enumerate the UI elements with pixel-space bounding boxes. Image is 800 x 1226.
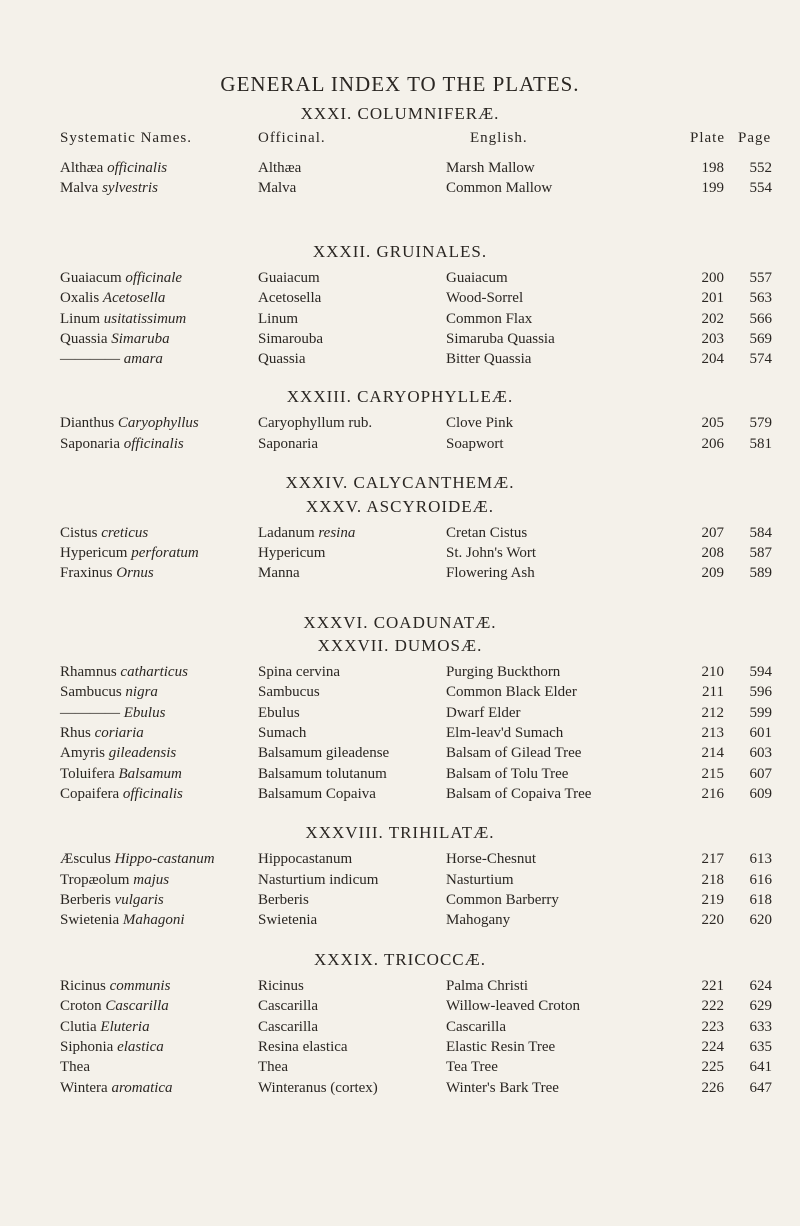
officinal-name: [258, 745, 389, 762]
plate-number: 212: [701, 705, 724, 721]
officinal-name: [258, 545, 325, 562]
species-epithet: vulgaris: [114, 892, 164, 908]
systematic-name: [60, 160, 167, 177]
plate-number: 225: [701, 1059, 724, 1075]
page-number: 613: [749, 851, 772, 867]
officinal-text: Hypericum: [258, 545, 326, 561]
english-name: Dwarf Elder: [446, 705, 521, 721]
index-row: [0, 180, 800, 200]
section-title: XXXIII. CARYOPHYLLEÆ.: [286, 387, 514, 406]
plate-number: 200: [701, 270, 724, 286]
genus-name: Fraxinus: [60, 565, 113, 581]
species-epithet: Simaruba: [111, 331, 170, 347]
officinal-text: Balsamum Copaiva: [258, 786, 376, 802]
plate-number: 211: [702, 684, 724, 700]
officinal-text: Ladanum: [258, 525, 315, 541]
systematic-name: [60, 684, 158, 701]
plate-number: 222: [701, 998, 724, 1014]
page-number: 574: [749, 351, 772, 367]
genus-name: Oxalis: [60, 290, 100, 306]
english-name: Guaiacum: [446, 270, 508, 286]
english-name: Soapwort: [446, 436, 504, 452]
plate-number: 216: [701, 786, 724, 802]
genus-name: Rhamnus: [60, 664, 117, 680]
page-number: 641: [749, 1059, 772, 1075]
systematic-name: [60, 998, 169, 1015]
header-officinal: Officinal.: [258, 130, 326, 146]
genus-name: Cistus: [60, 525, 98, 541]
page-number: 566: [749, 311, 772, 327]
officinal-name: [258, 525, 355, 542]
species-epithet: sylvestris: [102, 180, 158, 196]
index-row: [0, 565, 800, 585]
officinal-name: [258, 851, 352, 868]
systematic-name: [60, 311, 186, 328]
index-row: [0, 270, 800, 290]
officinal-name: [258, 978, 304, 995]
genus-name: ————: [60, 351, 120, 367]
plate-number: 199: [701, 180, 724, 196]
page-number: 581: [749, 436, 772, 452]
officinal-text: Winteranus (cortex): [258, 1080, 378, 1096]
officinal-text: Althæa: [258, 160, 302, 176]
genus-name: Saponaria: [60, 436, 120, 452]
plate-number: 208: [701, 545, 724, 561]
page-number: 607: [749, 766, 772, 782]
systematic-name: [60, 270, 182, 287]
species-epithet: Acetosella: [102, 290, 166, 306]
index-row: [0, 912, 800, 932]
page-number: 618: [749, 892, 772, 908]
page-number: 594: [749, 664, 772, 680]
officinal-text: Cascarilla: [258, 1019, 318, 1035]
english-name: Winter's Bark Tree: [446, 1080, 559, 1096]
species-epithet: Ornus: [116, 565, 154, 581]
index-row: [0, 705, 800, 725]
officinal-name: [258, 290, 321, 307]
section-title: XXXIV. CALYCANTHEMÆ.: [285, 473, 515, 492]
species-epithet: Caryophyllus: [117, 415, 199, 431]
english-name: Horse-Chesnut: [446, 851, 536, 867]
officinal-text: Caryophyllum rub.: [258, 415, 373, 431]
index-row: [0, 351, 800, 371]
section-subtitle: XXXV. ASCYROIDEÆ.: [305, 497, 495, 516]
officinal-name: [258, 705, 300, 722]
section-title: XXXII. GRUINALES.: [312, 242, 488, 261]
index-row: [0, 331, 800, 351]
genus-name: Swietenia: [60, 912, 120, 928]
officinal-name: [258, 351, 306, 368]
species-epithet: creticus: [101, 525, 149, 541]
english-name: St. John's Wort: [446, 545, 536, 561]
plate-number: 217: [701, 851, 724, 867]
english-name: Elastic Resin Tree: [446, 1039, 556, 1055]
officinal-text: Sambucus: [258, 684, 320, 700]
index-row: [0, 290, 800, 310]
header-systematic-names: Systematic Names.: [60, 130, 192, 146]
index-row: [0, 766, 800, 786]
plate-number: 202: [701, 311, 724, 327]
officinal-name: [258, 1080, 378, 1097]
index-row: [0, 978, 800, 998]
plate-number: 198: [701, 160, 724, 176]
plate-number: 201: [701, 290, 724, 306]
plate-number: 223: [701, 1019, 724, 1035]
index-row: [0, 525, 800, 545]
header-page: Page: [738, 130, 772, 146]
genus-name: Thea: [60, 1059, 90, 1075]
page-number: 620: [749, 912, 772, 928]
species-epithet: aromatica: [111, 1080, 173, 1096]
officinal-name: [258, 998, 318, 1015]
officinal-text: Hippocastanum: [258, 851, 353, 867]
species-epithet: Hippo-castanum: [114, 851, 215, 867]
index-row: [0, 725, 800, 745]
systematic-name: [60, 1019, 150, 1036]
plate-number: 221: [701, 978, 724, 994]
systematic-name: [60, 912, 185, 929]
english-name: Clove Pink: [446, 415, 514, 431]
officinal-text: Berberis: [258, 892, 309, 908]
index-row: [0, 1059, 800, 1079]
species-epithet: catharticus: [120, 664, 188, 680]
index-row: [0, 664, 800, 684]
english-name: Nasturtium: [446, 872, 514, 888]
species-epithet: nigra: [125, 684, 158, 700]
systematic-name: [60, 725, 144, 742]
genus-name: Rhus: [60, 725, 91, 741]
officinal-text: Quassia: [258, 351, 306, 367]
genus-name: Ricinus: [60, 978, 106, 994]
page-number: 569: [749, 331, 772, 347]
officinal-name: [258, 565, 300, 582]
page-number: 601: [749, 725, 772, 741]
systematic-name: [60, 545, 199, 562]
index-row: [0, 998, 800, 1018]
officinal-text: Manna: [258, 565, 300, 581]
plate-number: 207: [701, 525, 724, 541]
english-name: Balsam of Tolu Tree: [446, 766, 569, 782]
english-name: Cascarilla: [446, 1019, 506, 1035]
english-name: Common Black Elder: [446, 684, 577, 700]
plate-number: 224: [701, 1039, 724, 1055]
genus-name: Æsculus: [60, 851, 111, 867]
officinal-name: [258, 311, 298, 328]
genus-name: Sambucus: [60, 684, 122, 700]
index-row: [0, 872, 800, 892]
officinal-name: [258, 270, 320, 287]
species-epithet: elastica: [117, 1039, 164, 1055]
systematic-name: [60, 436, 184, 453]
officinal-text: Saponaria: [258, 436, 318, 452]
systematic-name: [60, 851, 215, 868]
genus-name: Althæa: [60, 160, 104, 176]
officinal-name: [258, 160, 301, 177]
species-epithet: Eluteria: [100, 1019, 150, 1035]
english-name: Mahogany: [446, 912, 511, 928]
english-name: Palma Christi: [446, 978, 529, 994]
systematic-name: [60, 1059, 90, 1076]
page-number: 589: [749, 565, 772, 581]
species-epithet: perforatum: [131, 545, 199, 561]
plate-number: 220: [701, 912, 724, 928]
index-row: [0, 1039, 800, 1059]
english-name: Simaruba Quassia: [446, 331, 555, 347]
species-epithet: officinalis: [107, 160, 168, 176]
systematic-name: [60, 664, 188, 681]
page-number: 584: [749, 525, 772, 541]
genus-name: Quassia: [60, 331, 108, 347]
systematic-name: [60, 525, 148, 542]
officinal-name: [258, 436, 318, 453]
officinal-name: [258, 180, 296, 197]
systematic-name: [60, 351, 163, 368]
officinal-name: [258, 1019, 318, 1036]
species-epithet: usitatissimum: [103, 311, 187, 327]
english-name: Balsam of Copaiva Tree: [446, 786, 592, 802]
officinal-name: [258, 872, 378, 889]
officinal-text: Simarouba: [258, 331, 323, 347]
index-row: [0, 684, 800, 704]
species-epithet: Mahagoni: [122, 912, 185, 928]
officinal-name: [258, 684, 320, 701]
plate-number: 213: [701, 725, 724, 741]
page-number: 633: [749, 1019, 772, 1035]
genus-name: Tropæolum: [60, 872, 130, 888]
species-epithet: gileadensis: [108, 745, 177, 761]
english-name: Balsam of Gilead Tree: [446, 745, 582, 761]
officinal-text: Linum: [258, 311, 298, 327]
section-title: XXXVIII. TRIHILATÆ.: [305, 823, 495, 842]
plate-number: 214: [701, 745, 724, 761]
genus-name: Copaifera: [60, 786, 120, 802]
plate-number: 204: [701, 351, 724, 367]
systematic-name: [60, 872, 169, 889]
english-name: Cretan Cistus: [446, 525, 528, 541]
officinal-italic: resina: [318, 525, 356, 541]
officinal-text: Resina elastica: [258, 1039, 348, 1055]
page-title: GENERAL INDEX TO THE PLATES.: [220, 72, 580, 96]
officinal-text: Thea: [258, 1059, 288, 1075]
officinal-text: Spina cervina: [258, 664, 341, 680]
species-epithet: officinalis: [122, 786, 183, 802]
officinal-text: Sumach: [258, 725, 307, 741]
officinal-text: Ricinus: [258, 978, 304, 994]
plate-number: 206: [701, 436, 724, 452]
plate-number: 219: [701, 892, 724, 908]
index-row: [0, 415, 800, 435]
page-number: 579: [749, 415, 772, 431]
page-number: 596: [749, 684, 772, 700]
index-row: [0, 745, 800, 765]
page-number: 552: [749, 160, 772, 176]
species-epithet: officinale: [125, 270, 183, 286]
species-epithet: Cascarilla: [105, 998, 169, 1014]
index-row: [0, 1019, 800, 1039]
officinal-text: Swietenia: [258, 912, 318, 928]
officinal-text: Nasturtium indicum: [258, 872, 379, 888]
plate-number: 215: [701, 766, 724, 782]
page-number: 616: [749, 872, 772, 888]
english-name: Tea Tree: [446, 1059, 498, 1075]
page-number: 563: [749, 290, 772, 306]
english-name: Common Flax: [446, 311, 533, 327]
english-name: Wood-Sorrel: [446, 290, 524, 306]
genus-name: ————: [60, 705, 120, 721]
section-subtitle: XXXVII. DUMOSÆ.: [317, 636, 483, 655]
systematic-name: [60, 786, 183, 803]
genus-name: Amyris: [60, 745, 105, 761]
genus-name: Hypericum: [60, 545, 128, 561]
officinal-name: [258, 664, 340, 681]
index-row: [0, 1080, 800, 1100]
page-number: 599: [749, 705, 772, 721]
systematic-name: [60, 290, 165, 307]
officinal-name: [258, 786, 376, 803]
page-number: 624: [749, 978, 772, 994]
english-name: Marsh Mallow: [446, 160, 535, 176]
plate-number: 203: [701, 331, 724, 347]
officinal-name: [258, 1039, 348, 1056]
species-epithet: Balsamum: [118, 766, 182, 782]
english-name: Flowering Ash: [446, 565, 535, 581]
page-number: 635: [749, 1039, 772, 1055]
genus-name: Wintera: [60, 1080, 108, 1096]
officinal-text: Cascarilla: [258, 998, 318, 1014]
genus-name: Toluifera: [60, 766, 115, 782]
systematic-name: [60, 180, 158, 197]
officinal-name: [258, 725, 306, 742]
systematic-name: [60, 1039, 164, 1056]
genus-name: Guaiacum: [60, 270, 122, 286]
english-name: Common Mallow: [446, 180, 553, 196]
systematic-name: [60, 705, 165, 722]
plate-number: 205: [701, 415, 724, 431]
officinal-name: [258, 1059, 288, 1076]
index-row: [0, 892, 800, 912]
index-row: [0, 786, 800, 806]
species-epithet: communis: [109, 978, 171, 994]
genus-name: Dianthus: [60, 415, 115, 431]
systematic-name: [60, 565, 154, 582]
page-number: 554: [749, 180, 772, 196]
officinal-name: [258, 415, 372, 432]
officinal-text: Malva: [258, 180, 297, 196]
officinal-text: Ebulus: [258, 705, 300, 721]
officinal-text: Balsamum gileadense: [258, 745, 390, 761]
section-title: XXXIX. TRICOCCÆ.: [313, 950, 486, 969]
genus-name: Croton: [60, 998, 102, 1014]
systematic-name: [60, 415, 199, 432]
plate-number: 218: [701, 872, 724, 888]
systematic-name: [60, 978, 170, 995]
systematic-name: [60, 1080, 173, 1097]
page-number: 609: [749, 786, 772, 802]
officinal-name: [258, 912, 317, 929]
english-name: Common Barberry: [446, 892, 559, 908]
english-name: Bitter Quassia: [446, 351, 532, 367]
genus-name: Linum: [60, 311, 100, 327]
section-title: XXXVI. COADUNATÆ.: [303, 613, 497, 632]
species-epithet: majus: [133, 872, 170, 888]
page-number: 557: [749, 270, 772, 286]
officinal-name: [258, 331, 323, 348]
english-name: Elm-leav'd Sumach: [446, 725, 564, 741]
header-english: English.: [470, 130, 528, 146]
page-number: 587: [749, 545, 772, 561]
officinal-name: [258, 892, 309, 909]
systematic-name: [60, 766, 182, 783]
species-epithet: amara: [123, 351, 163, 367]
plate-number: 210: [701, 664, 724, 680]
officinal-text: Balsamum tolutanum: [258, 766, 387, 782]
page-number: 629: [749, 998, 772, 1014]
page-number: 603: [749, 745, 772, 761]
systematic-name: [60, 331, 170, 348]
plate-number: 226: [701, 1080, 724, 1096]
section-title: XXXI. COLUMNIFERÆ.: [300, 104, 500, 123]
systematic-name: [60, 892, 164, 909]
index-row: [0, 436, 800, 456]
index-row: [0, 311, 800, 331]
plate-number: 209: [701, 565, 724, 581]
index-row: [0, 851, 800, 871]
english-name: Purging Buckthorn: [446, 664, 561, 680]
index-row: [0, 545, 800, 565]
species-epithet: Ebulus: [123, 705, 166, 721]
genus-name: Malva: [60, 180, 99, 196]
genus-name: Clutia: [60, 1019, 97, 1035]
index-row: [0, 160, 800, 180]
species-epithet: officinalis: [123, 436, 184, 452]
officinal-text: Acetosella: [258, 290, 322, 306]
genus-name: Siphonia: [60, 1039, 114, 1055]
genus-name: Berberis: [60, 892, 111, 908]
systematic-name: [60, 745, 176, 762]
officinal-name: [258, 766, 387, 783]
header-plate: Plate: [690, 130, 725, 146]
species-epithet: coriaria: [94, 725, 144, 741]
english-name: Willow-leaved Croton: [446, 998, 580, 1014]
officinal-text: Guaiacum: [258, 270, 320, 286]
page-number: 647: [749, 1080, 772, 1096]
